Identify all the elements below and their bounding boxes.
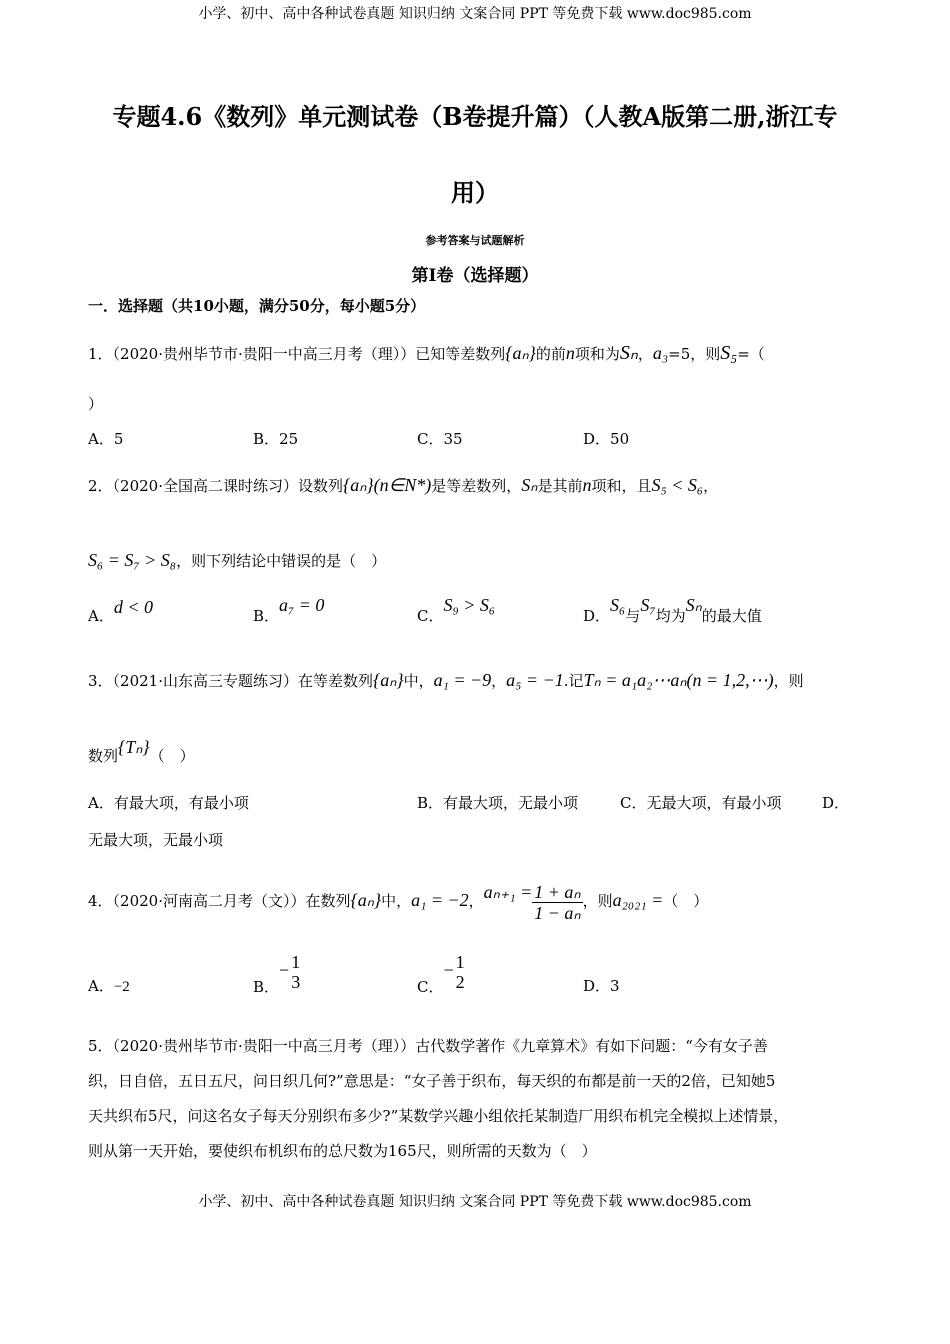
- q1-text: ，: [637, 345, 653, 363]
- q2-option-d: [583, 595, 762, 626]
- question-4: [88, 880, 708, 923]
- option-label: C．: [417, 978, 444, 996]
- question-3: [88, 670, 804, 691]
- q3-text: 3．（2021·山东高三专题练习）在等差数列: [88, 672, 373, 690]
- math: S₆ = S₇ > S₈: [88, 550, 177, 570]
- numerator: 1 + aₙ: [534, 881, 581, 902]
- q2-text: 2．（2020·全国高二课时练习）设数列: [88, 477, 343, 495]
- q1-option-b: B．25: [253, 430, 299, 448]
- fraction: [532, 882, 582, 923]
- q3-text: ，则: [773, 672, 804, 690]
- q5-line-2: 织，日自倍，五日五尺，问日织几何?”意思是：“女子善于织布，每天织的布都是前一天的2倍，已知她5: [88, 1072, 776, 1090]
- q2-text: 是等差数列，: [431, 477, 522, 495]
- option-text: 与: [625, 607, 641, 625]
- math: a₁ = −2: [411, 890, 469, 910]
- doc-title-line1: 专题4.6《数列》单元测试卷（B卷提升篇）（人教A版第二册,浙江专: [112, 102, 838, 131]
- fraction: [454, 952, 467, 992]
- volume-heading: 第Ⅰ卷（选择题）: [411, 266, 539, 286]
- math: {Tₙ}: [118, 737, 150, 757]
- q4-text: ，: [468, 892, 484, 910]
- q2-option-c: [417, 595, 496, 626]
- math: −2: [113, 979, 130, 995]
- q5-line-3: 天共织布5尺，问这名女子每天分别织布多少?”某数学兴趣小组依托某制造厂用织布机完全模拟上述情景，: [88, 1107, 789, 1125]
- q1-text: 的前: [535, 345, 566, 363]
- q2-text: ，: [703, 477, 719, 495]
- q4-option-d: D．3: [583, 977, 620, 995]
- q3-option-b: B．有最大项，无最小项: [417, 794, 579, 812]
- q3-text: 中，: [403, 672, 434, 690]
- q3-cont: [88, 737, 195, 766]
- q3-option-a: A．有最大项，有最小项: [88, 794, 249, 812]
- q2-cont: [88, 550, 386, 571]
- math: {aₙ}: [505, 343, 536, 363]
- q4-text: 中，: [381, 892, 412, 910]
- q1-option-a: A．5: [88, 430, 124, 448]
- math: −: [443, 960, 454, 980]
- math: Sₙ: [521, 475, 538, 495]
- math: aₙ₊₁ =: [483, 882, 533, 902]
- q1-option-c: C．35: [417, 430, 463, 448]
- q4-text: （ ）: [663, 892, 709, 910]
- denominator: 3: [291, 972, 301, 992]
- q2-option-a: [88, 597, 153, 626]
- option-label: A．: [88, 607, 114, 625]
- denominator: 2: [455, 972, 465, 992]
- page-footer: 小学、初中、高中各种试卷真题 知识归纳 文案合同 PPT 等免费下载 www.doc985.com: [198, 1194, 752, 1210]
- q4-text: 4．（2020·河南高二月考（文））在数列: [88, 892, 351, 910]
- math: {aₙ}: [373, 670, 404, 690]
- fraction: [289, 952, 302, 992]
- q5-line-1: 5．（2020·贵州毕节市·贵阳一中高三月考（理））古代数学著作《九章算术》有如下问题：“今有女子善: [88, 1037, 768, 1055]
- math: {aₙ}: [350, 890, 382, 910]
- option-label: D．: [583, 607, 611, 625]
- math: a₂₀₂₁ =: [612, 890, 664, 910]
- option-label: B．: [253, 978, 280, 996]
- q3-text: （ ）: [149, 747, 195, 765]
- doc-subtitle: 参考答案与试题解析: [425, 234, 525, 247]
- math: Sₙ: [619, 342, 638, 364]
- option-label: B．: [253, 607, 280, 625]
- numerator: 1: [455, 952, 465, 972]
- q2-text: 项和，且: [591, 477, 652, 495]
- math: S₆: [610, 595, 626, 615]
- q2-text: ，则下列结论中错误的是（ ）: [176, 552, 387, 570]
- math: S₇: [640, 595, 656, 615]
- q4-option-b: [253, 950, 302, 996]
- math: a₃: [652, 343, 669, 363]
- q1-text: 1．（2020·贵州毕节市·贵阳一中高三月考（理））已知等差数列: [88, 345, 506, 363]
- q1-cont: ）: [88, 395, 104, 413]
- denominator: 1 − aₙ: [534, 902, 581, 923]
- math: −: [279, 960, 290, 980]
- q3-text: ，: [491, 672, 507, 690]
- q1-text: =（: [737, 345, 765, 363]
- math: S₉ > S₆: [443, 595, 496, 615]
- q4-option-c: [417, 950, 467, 996]
- math: d < 0: [113, 597, 153, 617]
- math: a₇ = 0: [279, 595, 325, 615]
- option-label: A．: [88, 977, 114, 995]
- question-1: [88, 343, 765, 364]
- page-header: 小学、初中、高中各种试卷真题 知识归纳 文案合同 PPT 等免费下载 www.doc985.com: [198, 6, 752, 22]
- option-label: C．: [417, 607, 444, 625]
- question-2: [88, 475, 718, 496]
- math: n: [582, 475, 592, 495]
- math: a₅ = −1: [506, 670, 564, 690]
- q3-option-d: D．: [822, 794, 850, 812]
- option-text: 均为: [655, 607, 686, 625]
- q3-text: .记: [563, 672, 584, 690]
- numerator: 1: [291, 952, 301, 972]
- math: a₁ = −9: [433, 670, 492, 690]
- q1-option-d: D．50: [583, 430, 630, 448]
- math: n: [565, 343, 575, 363]
- math: S₅ < S₆: [651, 475, 704, 495]
- q3-option-d-text: 无最大项，无最小项: [88, 831, 224, 849]
- q5-line-4: 则从第一天开始，要使织布机织布的总尺数为165尺，则所需的天数为（ ）: [88, 1142, 597, 1160]
- q1-text: =5，则: [668, 345, 721, 363]
- math: Sₙ: [685, 595, 702, 615]
- q3-option-c: C．无最大项，有最小项: [620, 794, 782, 812]
- option-text: 的最大值: [701, 607, 762, 625]
- q4-option-a: [88, 976, 130, 997]
- math: Tₙ = a₁a₂⋯aₙ(n = 1,2,⋯): [583, 670, 774, 690]
- math: {aₙ}(n∈N*): [343, 475, 432, 495]
- q4-text: ，则: [582, 892, 613, 910]
- q1-text: 项和为: [574, 345, 620, 363]
- q2-option-b: [253, 595, 325, 626]
- doc-title-line2: 用）: [451, 178, 499, 207]
- q3-text: 数列: [88, 747, 119, 765]
- section-heading: 一．选择题（共10小题，满分50分，每小题5分）: [88, 297, 426, 315]
- math: S₅: [720, 342, 738, 364]
- q2-text: 是其前: [537, 477, 583, 495]
